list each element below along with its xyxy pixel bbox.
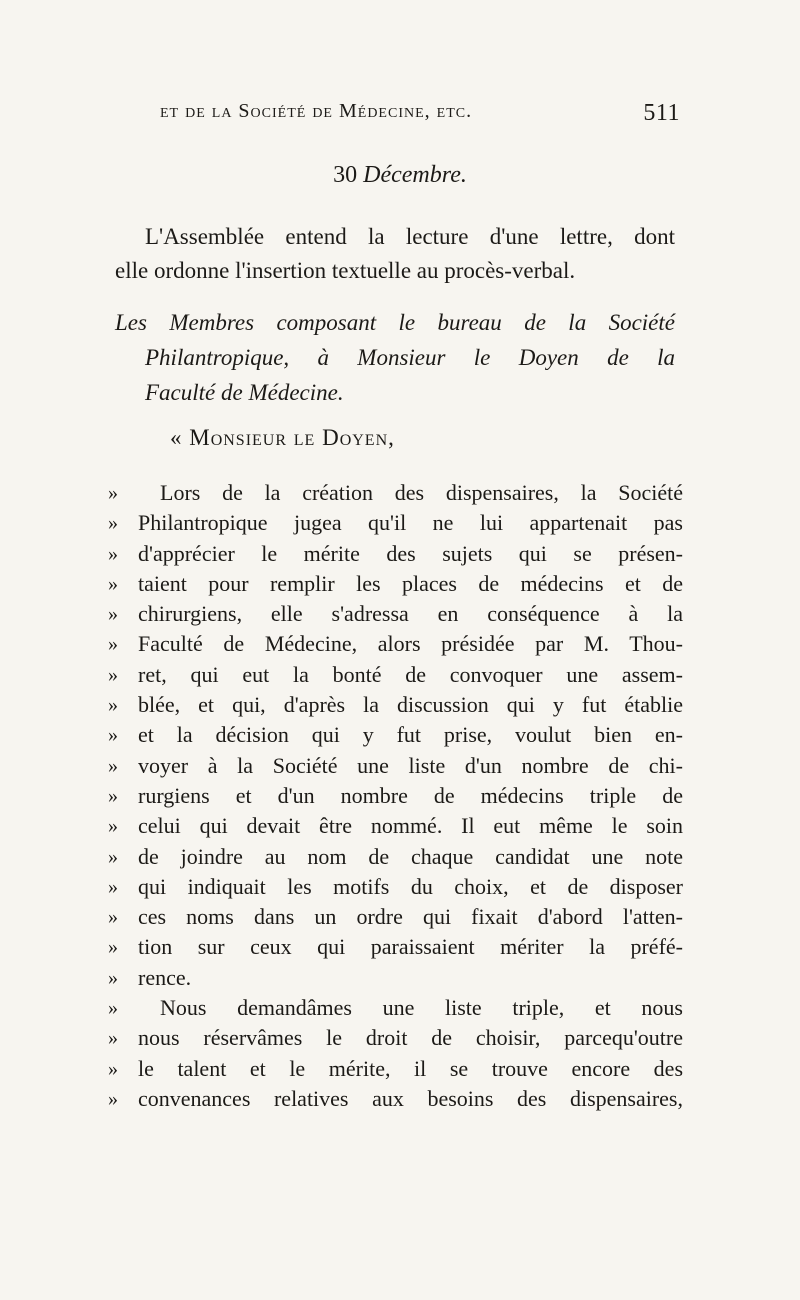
body-line: » taient pour remplir les places de médecins et de [108,569,683,599]
body-line: » Philantropique jugea qu'il ne lui appartenait pas [108,508,683,538]
body-line: » ret, qui eut la bonté de convoquer une assem- [108,660,683,690]
body-line: » chirurgiens, elle s'adressa en conséquence à la [108,599,683,629]
letter-body [108,478,683,1114]
quote-mark: » [108,724,118,747]
running-title: et de la Société de Médecine, etc. [160,100,473,122]
body-line: » rence. [108,963,683,993]
minutes-line: elle ordonne l'insertion textuelle au procès-verbal. [115,258,576,283]
quote-mark: » [108,936,118,959]
body-line: » et la décision qui y fut prise, voulut bien en- [108,720,683,750]
quote-mark: » [108,694,118,717]
body-line: » rurgiens et d'un nombre de médecins triple de [108,781,683,811]
body-line: » de joindre au nom de chaque candidat une note [108,842,683,872]
date-day: 30 [333,162,358,188]
body-line: » d'apprécier le mérite des sujets qui se présen- [108,539,683,569]
quote-mark: » [108,845,118,868]
quote-mark: » [108,633,118,656]
quote-mark: » [108,542,118,565]
date-month: Décembre. [363,162,467,188]
quote-mark: » [108,482,118,504]
minutes-line: L'Assemblée entend la lecture d'une lettre, dont [145,224,675,249]
letter-heading [115,305,675,410]
quote-mark: » [108,1087,118,1110]
minutes-paragraph [115,220,675,288]
letter-heading-line: Les Membres composant le bureau de la Société [115,310,675,335]
quote-mark: » [108,997,118,1020]
quote-mark: » [108,572,118,595]
body-line: » qui indiquait les motifs du choix, et de disposer [108,872,683,902]
body-line: » Nous demandâmes une liste triple, et nous [108,993,683,1023]
body-line: » ces noms dans un ordre qui fixait d'abord l'atten- [108,902,683,932]
date-heading [0,162,800,189]
body-line: » le talent et le mérite, il se trouve encore des [108,1054,683,1084]
body-line: » convenances relatives aux besoins des dispensaires, [108,1084,683,1114]
body-line: » Lors de la création des dispensaires, la Société [108,478,683,508]
page-number: 511 [643,100,680,126]
body-line: » voyer à la Société une liste d'un nombre de chi- [108,751,683,781]
quote-mark: » [108,966,118,989]
quote-mark: » [108,906,118,929]
quote-mark: » [108,1057,118,1080]
quote-mark: » [108,603,118,626]
body-line: » blée, et qui, d'après la discussion qui y fut établie [108,690,683,720]
quote-mark: » [108,754,118,777]
body-line: » celui qui devait être nommé. Il eut même le soin [108,811,683,841]
letter-heading-line: Philantropique, à Monsieur le Doyen de la [145,345,675,370]
body-line: » tion sur ceux qui paraissaient mériter la préfé- [108,932,683,962]
quote-mark: » [108,784,118,807]
quote-mark: » [108,1027,118,1050]
letter-heading-line: Faculté de Médecine. [145,380,344,405]
quote-mark: » [108,663,118,686]
quote-mark: » [108,875,118,898]
body-line: » nous réservâmes le droit de choisir, parcequ'outre [108,1023,683,1053]
salutation: « Monsieur le Doyen, [170,425,395,450]
quote-mark: » [108,512,118,535]
running-head [160,100,680,126]
quote-mark: » [108,815,118,838]
body-line: » Faculté de Médecine, alors présidée par M. Thou- [108,629,683,659]
